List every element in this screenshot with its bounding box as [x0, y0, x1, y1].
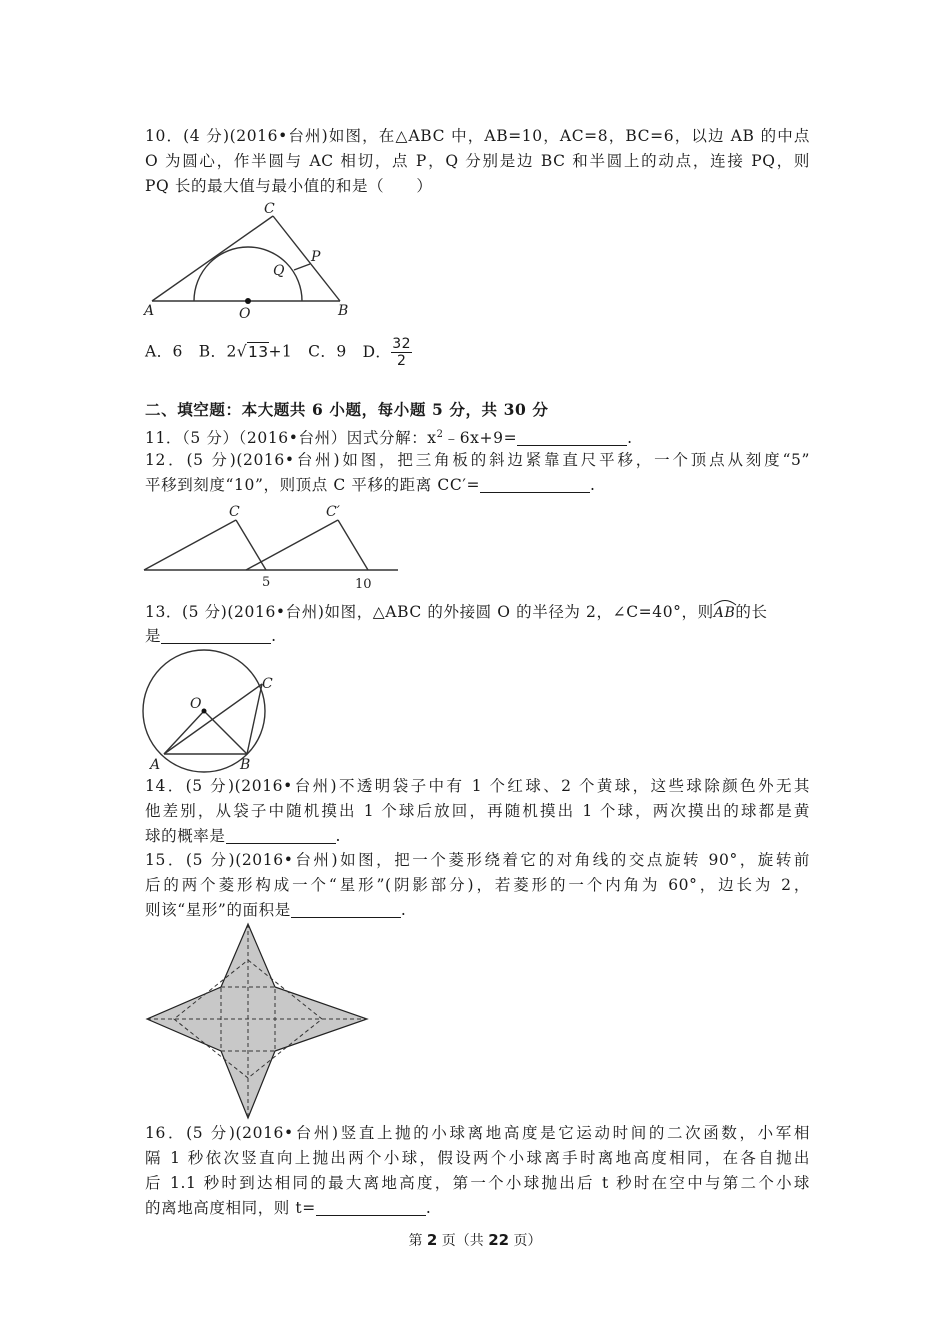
page-total: 22 [488, 1231, 510, 1249]
q13-end: . [271, 627, 277, 645]
page-footer [0, 1230, 950, 1251]
footer-pre: 第 [408, 1233, 427, 1249]
q15-text: 则该“星形”的面积是 [145, 901, 291, 919]
q14-line-1: 14．(5 分)(2016•台州)不透明袋子中有 1 个红球、2 个黄球，这些球除颜色外无其 [145, 777, 810, 795]
q10-line-2: O 为圆心，作半圆与 AC 相切，点 P，Q 分别是边 BC 和半圆上的动点，连接 PQ，则 [145, 152, 810, 170]
arc-ab [714, 601, 736, 625]
fraction-denominator: 2 [396, 353, 407, 369]
q12-end: . [590, 476, 596, 494]
q15-line-2: 后的两个菱形构成一个“星形”(阴影部分)，若菱形的一个内角为 60°，边长为 2， [145, 876, 810, 894]
q10-line-3: PQ 长的最大值与最小值的和是（ ） [145, 177, 433, 195]
q12-answer-blank[interactable] [480, 476, 590, 493]
sqrt-symbol: √13 [236, 342, 269, 361]
q14-line-3 [145, 824, 810, 848]
footer-post: 页） [509, 1233, 542, 1249]
q12-line-1: 12．(5 分)(2016•台州)如图，把三角板的斜边紧靠直尺平移，一个顶点从刻度“5” [145, 451, 810, 469]
option-b-prefix: B．2 [198, 342, 237, 361]
q14-line-2: 他差别，从袋子中随机摸出 1 个球后放回，再随机摸出 1 个球，两次摸出的球都是黄 [145, 802, 810, 820]
option-a: A．6 [145, 342, 183, 361]
label-C-prime: C′ [326, 504, 340, 520]
q13-circle-figure [140, 648, 280, 773]
fraction-numerator: 32 [392, 336, 411, 352]
option-d-fraction [391, 336, 412, 369]
q16-line-2: 隔 1 秒依次竖直向上抛出两个小球，假设两个小球离手时离地高度相同，在各自抛出 [145, 1149, 810, 1167]
q13-text-2: 是 [145, 627, 162, 645]
q13-line-2 [145, 624, 810, 648]
q13-answer-blank[interactable] [161, 627, 271, 644]
option-b-radicand: 13 [247, 342, 269, 361]
q16-answer-blank[interactable] [316, 1199, 426, 1216]
q11-answer-blank[interactable] [517, 429, 627, 446]
q14-end: . [335, 827, 342, 845]
q15-end: . [400, 901, 407, 919]
option-d [362, 336, 412, 369]
label-P: P [311, 249, 321, 265]
label-C: C [262, 676, 273, 692]
q11-end: . [627, 429, 633, 448]
q16-line-4 [145, 1196, 810, 1220]
q15-star-figure [140, 920, 372, 1124]
q10-triangle-figure [140, 198, 370, 323]
label-C: C [229, 504, 240, 520]
q14-text: 球的概率是 [145, 827, 226, 845]
arc-label: AB [713, 605, 736, 621]
label-O: O [239, 306, 251, 322]
label-C: C [264, 201, 275, 217]
option-b [199, 342, 292, 361]
q10-line-1: 10．(4 分)(2016•台州)如图，在△ABC 中，AB=10，AC=8，BC=6，以边 AB 的中点 [145, 127, 810, 145]
option-c: C．9 [308, 342, 347, 361]
q16-line-3: 后 1.1 秒时到达相同的最大离地高度，第一个小球抛出后 t 秒时在空中与第二个小球 [145, 1174, 810, 1192]
q13-text: 13．(5 分)(2016•台州)如图，△ABC 的外接圆 O 的半径为 2，∠C=40°，则 [145, 603, 714, 621]
q15-line-1: 15．(5 分)(2016•台州)如图，把一个菱形绕着它的对角线的交点旋转 90°，旋转前 [145, 851, 810, 869]
label-A: A [150, 757, 161, 773]
label-B: B [240, 757, 251, 773]
section-2-title: 二、填空题：本大题共 6 小题，每小题 5 分，共 30 分 [145, 400, 549, 419]
label-Q: Q [273, 263, 285, 279]
page-number: 2 [426, 1231, 438, 1249]
q16-line-1: 16．(5 分)(2016•台州)竖直上抛的小球离地高度是它运动时间的二次函数，小军相 [145, 1124, 810, 1142]
q11-exponent: 2 [436, 429, 444, 440]
q16-text: 的离地高度相同，则 t= [145, 1199, 316, 1217]
q10-options [145, 336, 810, 369]
label-B: B [338, 303, 349, 319]
tick-5: 5 [262, 575, 271, 590]
q14-answer-blank[interactable] [226, 827, 336, 844]
q13-line-1 [145, 600, 810, 625]
q12-line-2 [145, 473, 810, 497]
footer-mid: 页（共 [437, 1233, 489, 1249]
q11-text-2: ﹣6x+9= [443, 429, 518, 448]
label-O: O [190, 696, 202, 712]
q11-line [145, 423, 810, 450]
q12-text: 平移到刻度“10”，则顶点 C 平移的距离 CC′= [145, 476, 481, 494]
q15-line-3 [145, 898, 810, 922]
q12-ruler-figure [140, 500, 410, 595]
q13-text-end: 的长 [735, 603, 768, 621]
q15-answer-blank[interactable] [291, 901, 401, 918]
q11-text: 11．（5 分）（2016•台州）因式分解：x [145, 429, 437, 448]
label-A: A [144, 303, 155, 319]
option-b-suffix: +1 [268, 342, 293, 361]
tick-10: 10 [355, 577, 372, 592]
arc-symbol-icon [713, 598, 737, 606]
option-d-prefix: D． [362, 342, 392, 361]
q16-end: . [425, 1199, 432, 1217]
